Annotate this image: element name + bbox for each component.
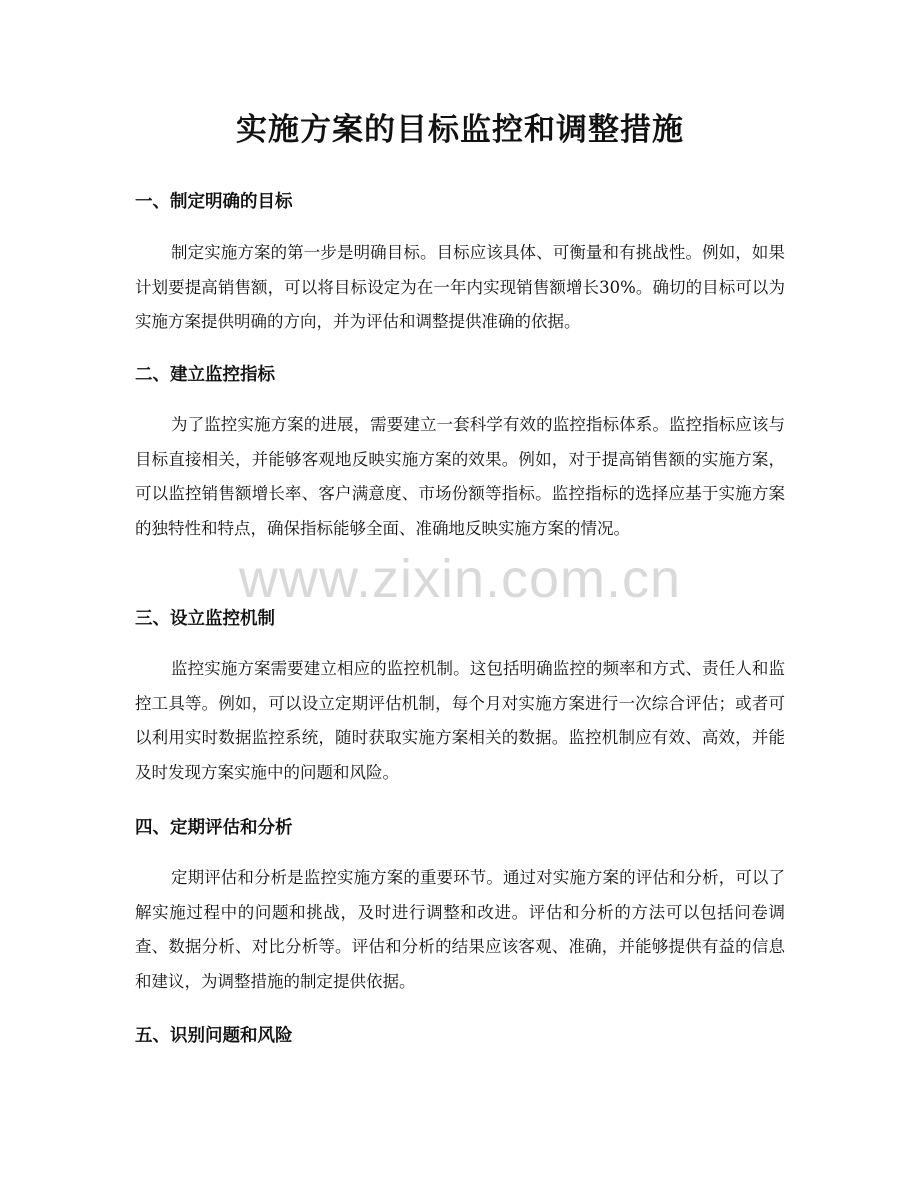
section-heading-3: 三、设立监控机制 — [135, 609, 275, 629]
section-body-4: 定期评估和分析是监控实施方案的重要环节。通过对实施方案的评估和分析，可以了解实施过程中的问题和挑战，及时进行调整和改进。评估和分析的方法可以包括问卷调查、数据分析、对比分析等。评估和分析的结果应该客观、准确，并能够提供有益的信息和建议，为调整措施的制定提供依据。 — [135, 868, 785, 991]
section-heading-5: 五、识别问题和风险 — [135, 1026, 293, 1046]
document-title: 实施方案的目标监控和调整措施 — [236, 112, 684, 148]
watermark: www.zixin.com.cn — [238, 549, 682, 609]
section-heading-1: 一、制定明确的目标 — [135, 192, 293, 212]
section-heading-4: 四、定期评估和分析 — [135, 818, 293, 838]
section-body-3: 监控实施方案需要建立相应的监控机制。这包括明确监控的频率和方式、责任人和监控工具等。例如，可以设立定期评估机制，每个月对实施方案进行一次综合评估；或者可以利用实时数据监控系统，随时获取实施方案相关的数据。监控机制应有效、高效，并能及时发现方案实施中的问题和风险。 — [135, 659, 785, 782]
section-body-2: 为了监控实施方案的进展，需要建立一套科学有效的监控指标体系。监控指标应该与目标直接相关，并能够客观地反映实施方案的效果。例如，对于提高销售额的实施方案，可以监控销售额增长率、客户满意度、市场份额等指标。监控指标的选择应基于实施方案的独特性和特点，确保指标能够全面、准确地反映实施方案的情况。 — [135, 415, 785, 538]
section-heading-2: 二、建立监控指标 — [135, 365, 275, 385]
section-body-1: 制定实施方案的第一步是明确目标。目标应该具体、可衡量和有挑战性。例如，如果计划要提高销售额，可以将目标设定为在一年内实现销售额增长30%。确切的目标可以为实施方案提供明确的方向，并为评估和调整提供准确的依据。 — [135, 243, 785, 331]
